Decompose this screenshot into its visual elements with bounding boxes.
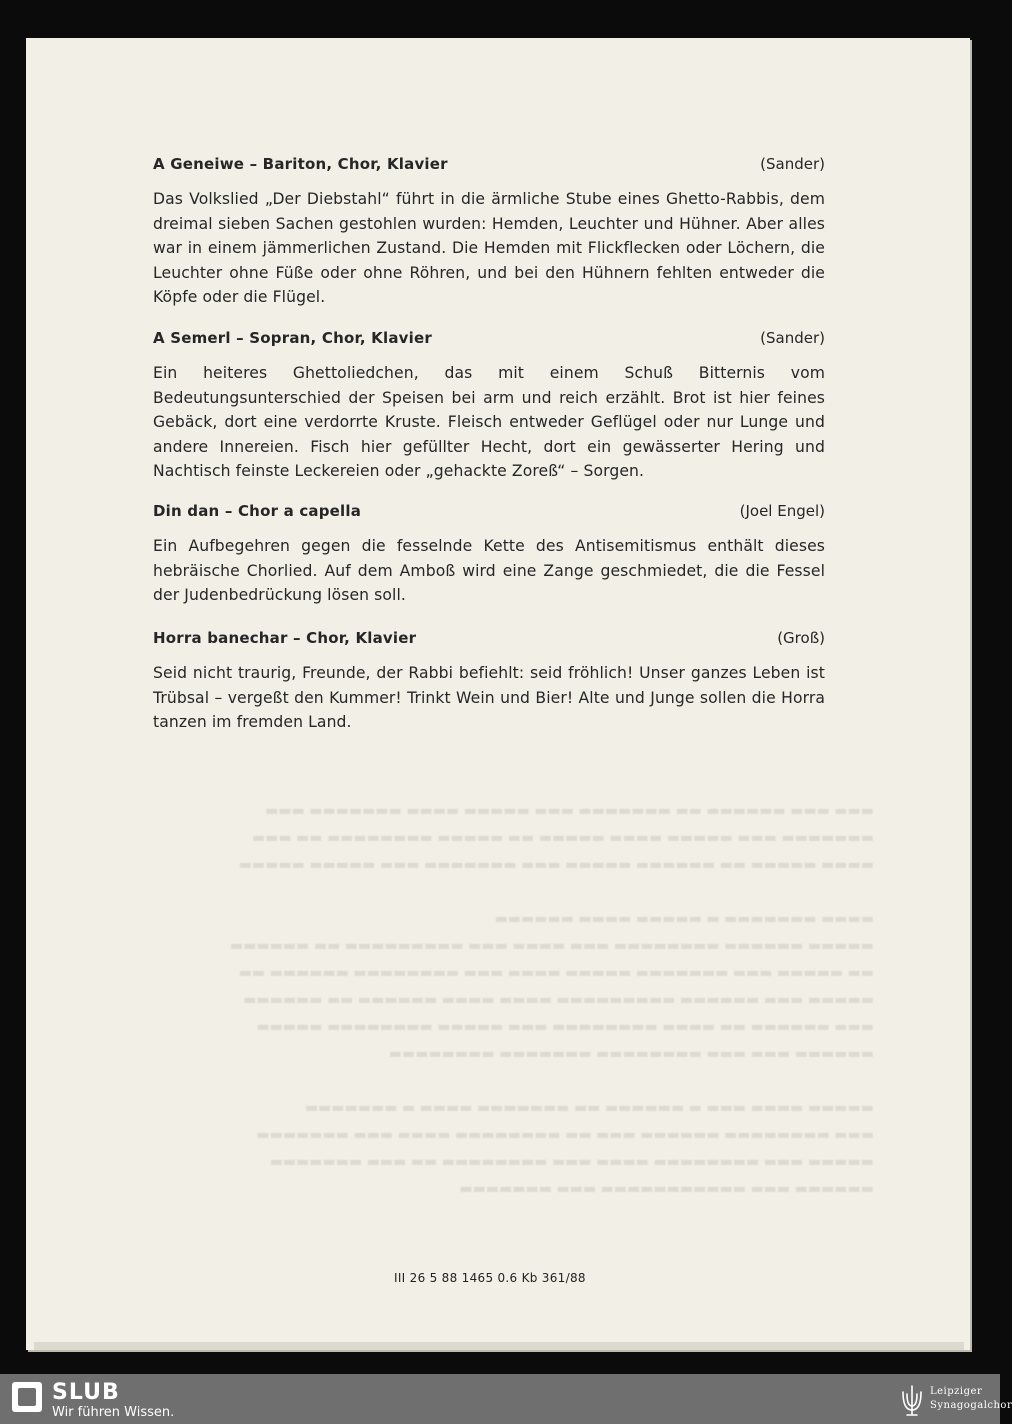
section-heading (153, 155, 825, 173)
section-text: Ein Aufbegehren gegen die fesselnde Kette des Antisemitismus enthält dieses hebräische Chorlied. Auf dem Amboß wird eine Zange geschmiedet, die die Fessel der Judenbedrückung lösen soll. (153, 537, 825, 604)
section-text: Ein heiteres Ghettoliedchen, das mit einem Schuß Bitternis vom Bedeutungsunterschied der Speisen bei arm und reich erzählt. Brot ist hier feines Gebäck, dort eine verdorrte Kruste. Fleisch entweder Geflügel oder nur Lunge und andere Innereien. Fisch hier gefüllter Hecht, dort ein gewässerter Hering und Nachtisch feinste Leckereien oder „gehackte Zoreß“ – Sorgen. (153, 364, 825, 480)
section-a-geneiwe (153, 155, 825, 310)
footer-tagline: Wir führen Wissen. (52, 1405, 175, 1420)
document-page (26, 38, 970, 1350)
section-din-dan (153, 502, 825, 608)
paper-edge (34, 1342, 964, 1350)
section-title: A Semerl – Sopran, Chor, Klavier (153, 329, 432, 347)
section-credit: (Joel Engel) (739, 502, 825, 520)
section-a-semerl (153, 329, 825, 484)
partner-name-line2: Synagogalchor (930, 1400, 1012, 1411)
slub-logo-icon (12, 1382, 42, 1412)
footer-bar (0, 1374, 1012, 1424)
section-heading (153, 629, 825, 647)
section-credit: (Sander) (760, 329, 825, 347)
section-title: Din dan – Chor a capella (153, 502, 362, 520)
print-code: III 26 5 88 1465 0.6 Kb 361/88 (394, 1271, 586, 1285)
footer-brand: SLUB (52, 1380, 120, 1405)
section-credit: (Groß) (777, 629, 825, 647)
section-horra-banechar (153, 629, 825, 735)
section-text: Seid nicht traurig, Freunde, der Rabbi befiehlt: seid fröhlich! Unser ganzes Leben ist Trübsal – vergeßt den Kummer! Trinkt Wein und Bier! Alte und Junge sollen die Horra tanzen im fremden Land. (153, 664, 825, 731)
section-credit: (Sander) (760, 155, 825, 173)
partner-name (930, 1385, 1012, 1413)
partner-name-line1: Leipziger (930, 1386, 983, 1397)
section-text: Das Volkslied „Der Diebstahl“ führt in die ärmliche Stube eines Ghetto-Rabbis, dem dreimal sieben Sachen gestohlen wurden: Hemden, Leuchter und Hühner. Aber alles war in einem jämmerlichen Zustand. Die Hemden mit Flickflecken oder Löchern, die Leuchter ohne Füße oder ohne Röhren, und bei den Hühnern fehlten entweder die Köpfe oder die Flügel. (153, 190, 825, 306)
section-title: A Geneiwe – Bariton, Chor, Klavier (153, 155, 448, 173)
section-heading (153, 502, 825, 520)
menorah-icon (900, 1380, 924, 1418)
section-title: Horra banechar – Chor, Klavier (153, 629, 417, 647)
section-heading (153, 329, 825, 347)
show-through-text: ▬▬▬ ▬▬▬ ▬▬▬▬▬▬ ▬▬ ▬▬▬▬▬▬▬ ▬▬▬ ▬▬▬▬▬ ▬▬▬▬ ▬▬▬▬▬▬▬ ▬▬▬ ▬▬▬▬▬▬▬ ▬▬▬ ▬▬▬▬▬ ▬▬▬▬ ▬▬▬▬▬ ▬▬ ▬▬▬▬▬ ▬▬▬▬▬▬▬▬ ▬▬ ▬▬▬ ▬▬▬▬ ▬▬▬▬▬ ▬▬ ▬▬▬▬▬▬ ▬▬▬▬▬ ▬▬▬ ▬▬▬▬▬▬▬ ▬▬▬ ▬▬▬▬▬ ▬▬▬▬▬ ▬▬▬▬ ▬▬▬▬▬▬▬ ▬ ▬▬▬▬▬ ▬▬▬▬ ▬▬▬▬▬▬ ▬▬▬▬▬ ▬▬▬▬▬▬ ▬▬▬▬▬▬▬▬ ▬▬▬ ▬▬▬▬ ▬▬▬ ▬▬▬▬▬▬▬▬▬ ▬▬ ▬▬▬▬▬▬ ▬▬ ▬▬▬▬▬ ▬▬▬ ▬▬▬▬▬▬▬ ▬▬▬▬▬ ▬▬▬▬ ▬▬▬ ▬▬▬▬▬▬▬▬ ▬▬▬▬▬▬ ▬▬ ▬▬▬▬▬ ▬▬▬ ▬▬▬▬▬▬ ▬▬▬▬▬▬▬▬▬ ▬▬▬▬ ▬▬▬▬ ▬▬▬▬▬▬ ▬▬ ▬▬▬▬▬▬ ▬▬▬ ▬▬▬▬▬▬ ▬▬ ▬▬▬▬ ▬▬▬▬▬▬▬▬ ▬▬▬ ▬▬▬▬▬ ▬▬▬▬▬▬▬▬ ▬▬▬▬▬ ▬▬▬▬▬▬ ▬▬▬ ▬▬▬ ▬▬▬▬▬▬▬▬ ▬▬▬▬▬▬▬ ▬▬▬▬▬▬▬▬ ▬▬▬▬▬ ▬▬▬▬ ▬▬▬ ▬ ▬▬▬▬▬▬ ▬▬ ▬▬▬▬▬▬▬ ▬▬▬▬ ▬ ▬▬▬▬▬▬▬ ▬▬▬ ▬▬▬▬▬▬▬▬ ▬▬▬▬▬▬ ▬▬▬ ▬▬ ▬▬▬▬▬▬▬▬ ▬▬▬▬ ▬▬▬ ▬▬▬▬▬▬▬ ▬▬▬▬▬ ▬▬▬ ▬▬▬▬▬▬▬▬ ▬▬▬▬ ▬▬▬ ▬▬▬▬▬▬▬▬ ▬▬ ▬▬▬ ▬▬▬▬▬▬▬ ▬▬▬▬▬▬ ▬▬▬ ▬▬▬▬▬▬▬▬▬▬▬ ▬▬▬ ▬▬▬▬▬▬▬ (229, 803, 874, 1197)
